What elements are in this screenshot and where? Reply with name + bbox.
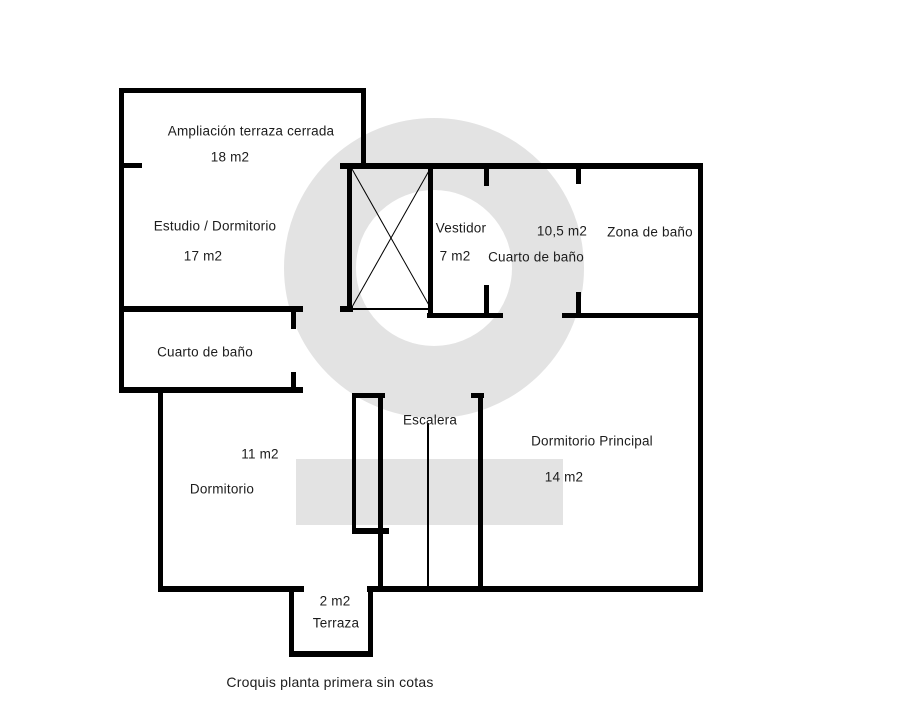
wall-left-stub [119, 163, 142, 168]
room-label-dormitorio: Dormitorio [189, 481, 255, 497]
room-area-dormitorio-principal: 14 m2 [544, 469, 584, 485]
wall-stairwell-right [428, 166, 433, 318]
wall-terrace-left [289, 591, 294, 657]
room-area-estudio: 17 m2 [183, 248, 223, 264]
wall-bottom-right [367, 586, 703, 592]
stairwell-bottom-line [350, 308, 430, 310]
wall-stair-hall-left [378, 393, 383, 592]
wall-vestidor-divider-upper [484, 166, 489, 186]
wall-right-exterior [698, 163, 703, 592]
wall-closet-bottom [352, 528, 389, 534]
wall-bathroom-bottom [119, 387, 303, 393]
wall-bedroom-left [158, 393, 163, 592]
wall-bathroom-top [119, 306, 303, 312]
room-label-cuarto-bano-inferior: Cuarto de baño [157, 344, 253, 360]
room-label-cuarto-bano-superior: Cuarto de baño [488, 249, 584, 265]
stair-rail-line [427, 423, 429, 592]
wall-stairwell-left [347, 166, 352, 310]
wall-main-top [340, 163, 703, 169]
plan-caption: Croquis planta primera sin cotas [226, 674, 434, 690]
wall-bottom-left [158, 586, 304, 592]
room-area-dormitorio: 11 m2 [241, 446, 279, 462]
wall-left-exterior [119, 88, 124, 393]
wall-terrace-right [368, 591, 373, 657]
wall-closet-left [352, 393, 356, 533]
room-area-ampliacion: 18 m2 [210, 149, 250, 165]
room-area-vestidor: 7 m2 [439, 248, 471, 264]
room-label-dormitorio-principal: Dormitorio Principal [531, 433, 653, 449]
wall-upper-room-top [119, 88, 366, 93]
room-label-vestidor: Vestidor [435, 220, 487, 236]
room-area-cuarto-bano-superior: 10,5 m2 [536, 223, 588, 239]
room-label-escalera: Escalera [402, 412, 458, 428]
wall-master-left [478, 393, 483, 592]
watermark-band [296, 459, 563, 525]
wall-mid-bottom-left [427, 313, 503, 318]
room-label-zona-bano: Zona de baño [607, 224, 693, 240]
room-label-ampliacion: Ampliación terraza cerrada [167, 123, 335, 139]
wall-terrace-bottom [289, 651, 373, 657]
wall-mid-bottom-right [562, 313, 703, 318]
wall-bathroom-door-stub-lower [291, 372, 296, 388]
room-label-estudio: Estudio / Dormitorio [153, 218, 277, 234]
wall-upper-room-right [361, 88, 366, 168]
room-label-terraza: Terraza [312, 615, 360, 631]
room-area-terraza: 2 m2 [319, 593, 351, 609]
wall-bathroom-door-stub-upper [291, 312, 296, 329]
wall-bath-divider-upper [576, 166, 581, 184]
